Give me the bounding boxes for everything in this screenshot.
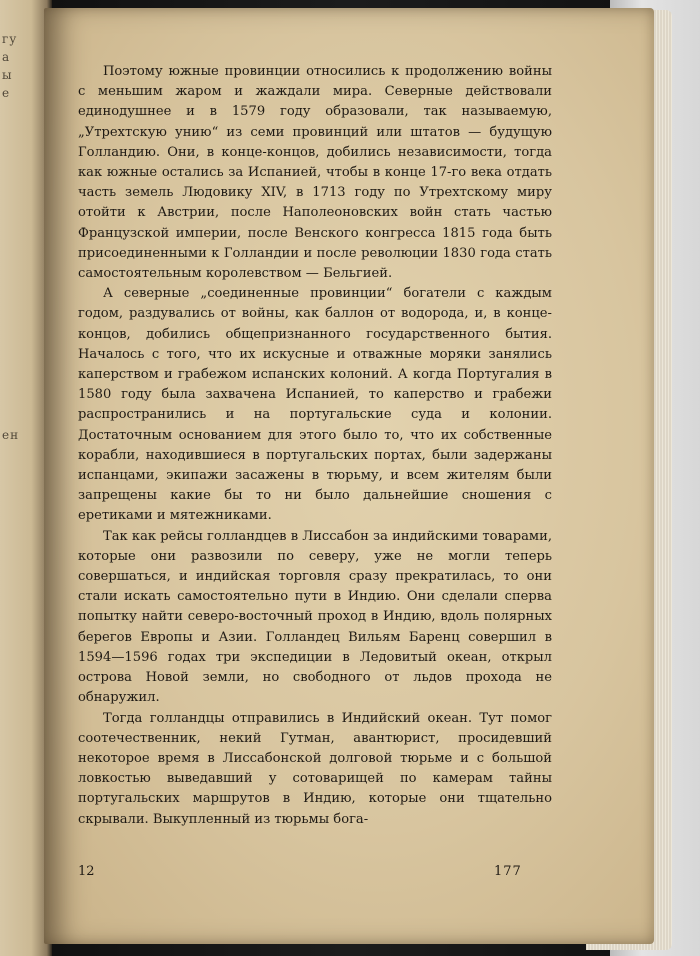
book-page (44, 8, 654, 944)
paragraph-4: Тогда голландцы отправились в Индийский океан. Тут помог соотечественник, некий Гутман, авантюрист, просидевший некоторое время в Лиссабонской долговой тюрьме и с большой ловкостью выведавший у сотоварищей по камерам тайны португальских маршрутов в Индию, которые они тщательно скрывали. Выкупленный из тюрьмы бога- (78, 710, 552, 827)
page-number: 177 (494, 864, 522, 879)
paragraph-1: Поэтому южные провинции относились к продолжению войны с меньшим жаром и жаждали мира. Северные действовали единодушнее и в 1579 году образовали, так называемую, „Утрехтскую унию“ из семи провинций или штатов — будущую Голландию. Они, в конце-концов, добились независимости, тогда как южные остались за Испанией, чтобы в конце 17-го века отдать часть земель Людовику XIV, в 1713 году по Утрехтскому миру отойти к Австрии, после Наполеоновских войн стать частью Французской империи, после Венского конгресса 1815 года быть присоединенными к Голландии и после революции 1830 года стать самостоятельным королевством — Бельгией. (78, 64, 552, 282)
page-text (78, 62, 552, 830)
signature-mark: 12 (78, 864, 95, 879)
paragraph-3: Так как рейсы голландцев в Лиссабон за индийскими товарами, которые они развозили по северу, уже не могли теперь совершаться, и индийская торговля сразу прекратилась, то они стали искать самостоятельно пути в Индию. Они сделали сперва попытку найти северо-восточный проход в Индию, вдоль полярных берегов Европы и Азии. Голландец Вильям Баренц совершил в 1594—1596 годах три экспедиции в Ледовитый океан, открыл острова Новой земли, но свободного от льдов прохода не обнаружил. (78, 528, 552, 706)
left-page-fragments: гу а ы е ен (2, 32, 20, 442)
paragraph-2: А северные „соединенные провинции“ богатели с каждым годом, раздувались от войны, как баллон от водорода, и, в конце-концов, добились общепризнанного государственного бытия. Началось с того, что их искусные и отважные моряки занялись каперством и грабежом испанских колоний. А когда Португалия в 1580 году была захвачена Испанией, то каперство и грабежи распространились и на португальские суда и колонии. Достаточным основанием для этого было то, что их собственные корабли, находившиеся в португальских портах, были задержаны испанцами, экипажи засажены в тюрьму, и всем жителям были запрещены какие бы то ни было дальнейшие сношения с еретиками и мятежниками. (78, 286, 552, 524)
